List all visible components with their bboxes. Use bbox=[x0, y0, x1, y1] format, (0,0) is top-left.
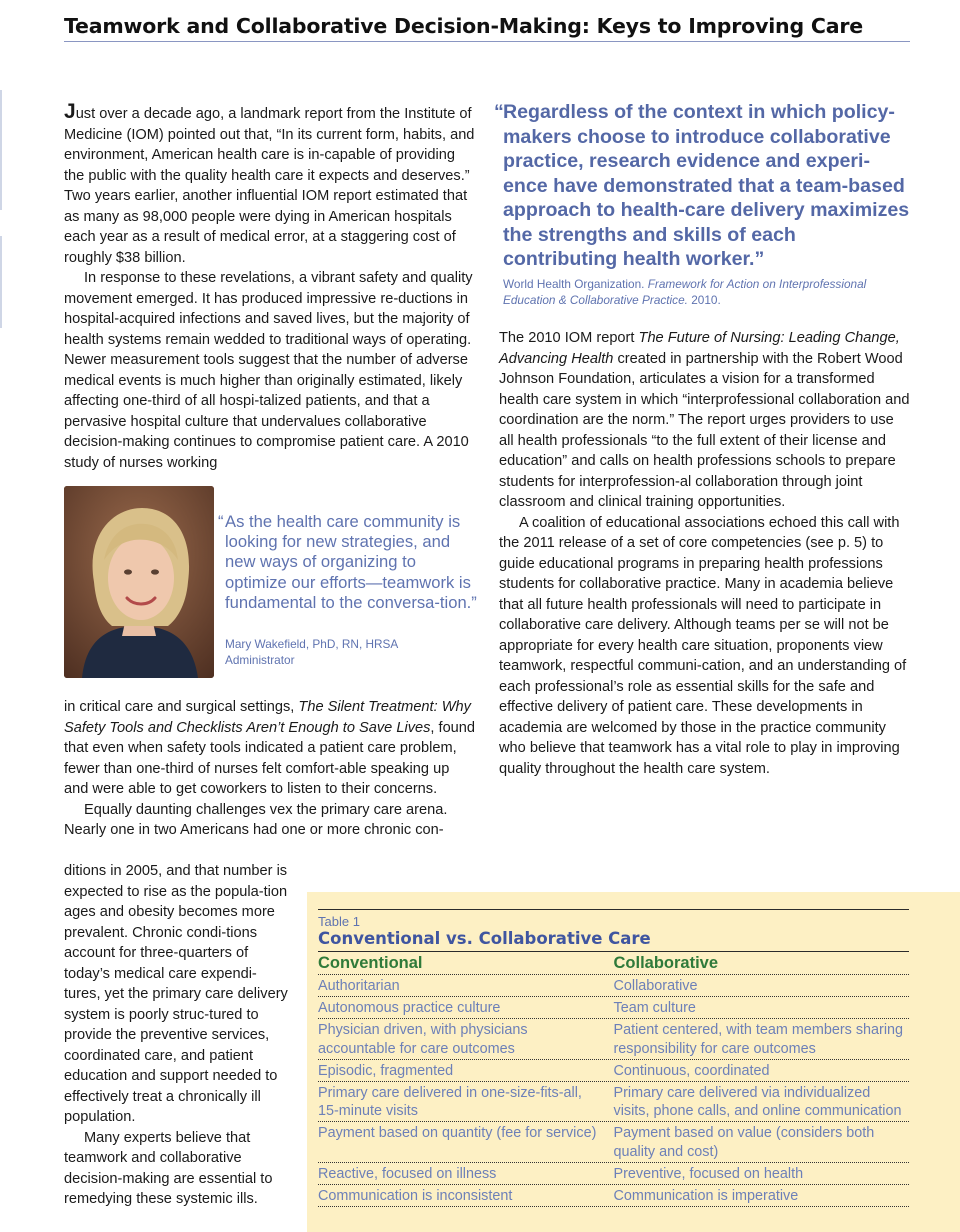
cell-collaborative: Payment based on value (considers both quality and cost) bbox=[613, 1125, 875, 1160]
table-top-rule bbox=[318, 909, 909, 910]
page-edge-mark bbox=[0, 236, 2, 328]
table-row bbox=[318, 1060, 909, 1082]
page-title: Teamwork and Collaborative Decision-Making: Keys to Improving Care bbox=[64, 14, 910, 42]
cell-conventional: Primary care delivered in one-size-fits-all, 15-minute visits bbox=[318, 1085, 582, 1120]
comparison-table-box bbox=[307, 892, 960, 1232]
cell-conventional: Autonomous practice culture bbox=[318, 1000, 501, 1017]
right-paragraph-1: The 2010 IOM report The Future of Nursing: Leading Change, Advancing Health created in partnership with the Robert Wood Johnson Foundation, articulates a vision for a transformed health care system in which “interprofessional collaboration and coordination are the norm.” The report urges providers to use all health professionals “to the full extent of their license and education” and calls on health professions schools to prepare students for interprofession-al collaboration through joint classroom and clinical training opportunities. bbox=[499, 330, 910, 510]
cell-conventional: Communication is inconsistent bbox=[318, 1188, 513, 1205]
cell-collaborative: Communication is imperative bbox=[613, 1188, 799, 1205]
paragraph-1: Just over a decade ago, a landmark report from the Institute of Medicine (IOM) pointed out that, “In its current form, habits, and environment, American health care is in-capable of providing the public with the quality health care it expects and deserves.” Two years earlier, another influential IOM report estimated that as many as 98,000 people were dying in American hospitals each year as a result of medical error, at a staggering cost of roughly $38 billion. bbox=[64, 100, 475, 266]
paragraph-3: in critical care and surgical settings, The Silent Treatment: Why Safety Tools and Checklists Aren’t Enough to Save Lives, found that even when safety tools indicated a patient care problem, fewer than one-third of nurses felt comfort-able speaking up and were able to get coworkers to listen to their concerns. bbox=[64, 699, 476, 797]
cell-collaborative: Primary care delivered via individualized visits, phone calls, and online communication bbox=[613, 1085, 902, 1120]
pull-quote-large-text: Regardless of the context in which policy-makers choose to introduce collaborative practice, research evidence and experi-ence have demonstrated that a team-based approach to health-care delivery maximizes the strengths and skills of each contributing health worker.” bbox=[503, 101, 910, 270]
pull-quote-small bbox=[218, 512, 478, 613]
paragraph-2: In response to these revelations, a vibrant safety and quality movement emerged. It has produced impressive re-ductions in hospital-acquired infections and saved lives, but the majority of health systems remain wedded to traditional ways of operating. Newer measurement tools suggest that the number of adverse medical events is much higher than originally estimated, likely affecting one-third of all hospi-talized patients, and that a pervasive hospital culture that undervalues collaborative decision-making continues to compromise patient care. A 2010 study of nurses working bbox=[64, 270, 473, 471]
table-row bbox=[318, 1163, 909, 1185]
cell-conventional: Payment based on quantity (fee for service) bbox=[318, 1125, 597, 1142]
portrait-image bbox=[64, 486, 214, 678]
cell-collaborative: Collaborative bbox=[613, 978, 698, 994]
cell-collaborative: Preventive, focused on health bbox=[613, 1165, 804, 1182]
cell-conventional: Reactive, focused on illness bbox=[318, 1165, 497, 1182]
header-collaborative: Collaborative bbox=[613, 954, 719, 972]
table-row bbox=[318, 975, 909, 997]
table-row bbox=[318, 1122, 909, 1162]
left-column-narrow bbox=[64, 861, 290, 1210]
table-title: Conventional vs. Collaborative Care bbox=[318, 929, 909, 952]
open-quote-mark: “ bbox=[494, 101, 504, 123]
cell-conventional: Episodic, fragmented bbox=[318, 1062, 454, 1079]
left-column-middle bbox=[64, 697, 476, 841]
table-row bbox=[318, 1019, 909, 1059]
pull-quote-attribution: Mary Wakefield, PhD, RN, HRSA Administrator bbox=[225, 637, 398, 667]
open-quote-mark: “ bbox=[218, 512, 224, 531]
table-row bbox=[318, 997, 909, 1019]
paragraph-4a: Equally daunting challenges vex the primary care arena. Nearly one in two Americans had one or more chronic con- bbox=[64, 801, 448, 838]
right-paragraph-2: A coalition of educational associations echoed this call with the 2011 release of a set of core competencies (see p. 5) to guide educational programs in preparing health professions students for collaborative practice. Many in academia believe that all future health professionals will need to participate in collaborative care delivery. Although teams per se will not be appropriate for every health care situation, proponents view teamwork, respectful communi-cation, and an understanding of each professional’s role as essential skills for the safe and effective delivery of patient care. These developments in academia are welcomed by those in the practice community who believe that teamwork has a vital role to play in improving quality throughout the health care system. bbox=[499, 514, 907, 777]
table-row bbox=[318, 1185, 909, 1207]
right-column bbox=[499, 328, 911, 779]
portrait-photo bbox=[64, 486, 214, 678]
comparison-table bbox=[318, 909, 909, 1207]
page-edge-mark bbox=[0, 90, 2, 210]
paragraph-5: Many experts believe that teamwork and collaborative decision-making are essential to remedying these systemic ills. bbox=[64, 1129, 273, 1207]
table-label: Table 1 bbox=[318, 914, 360, 929]
left-column-top bbox=[64, 102, 476, 473]
pull-quote-source: World Health Organization. Framework for Action on Interprofessional Education & Collaborative Practice. 2010. bbox=[503, 277, 867, 307]
pull-quote-text: As the health care community is looking for new strategies, and new ways of organizing to optimize our efforts—teamwork is fundamental to the conversa-tion.” bbox=[225, 512, 477, 612]
paragraph-4b: ditions in 2005, and that number is expected to rise as the popula-tion ages and obesity becomes more prevalent. Chronic condi-tions account for three-quarters of today’s medical care expendi-tures, yet the primary care delivery system is poorly struc-tured to provide the preventive services, coordinated care, and patient education and support needed to effectively treat a chronically ill population. bbox=[64, 863, 288, 1125]
drop-cap: J bbox=[64, 100, 76, 123]
table-row bbox=[318, 1082, 909, 1122]
header-conventional: Conventional bbox=[318, 954, 423, 972]
cell-conventional: Authoritarian bbox=[318, 978, 400, 994]
cell-collaborative: Patient centered, with team members sharing responsibility for care outcomes bbox=[613, 1022, 904, 1057]
cell-collaborative: Continuous, coordinated bbox=[613, 1062, 770, 1079]
pull-quote-large bbox=[494, 100, 914, 272]
cell-conventional: Physician driven, with physicians accountable for care outcomes bbox=[318, 1022, 528, 1057]
cell-collaborative: Team culture bbox=[613, 1000, 696, 1017]
table-header-row bbox=[318, 952, 909, 975]
